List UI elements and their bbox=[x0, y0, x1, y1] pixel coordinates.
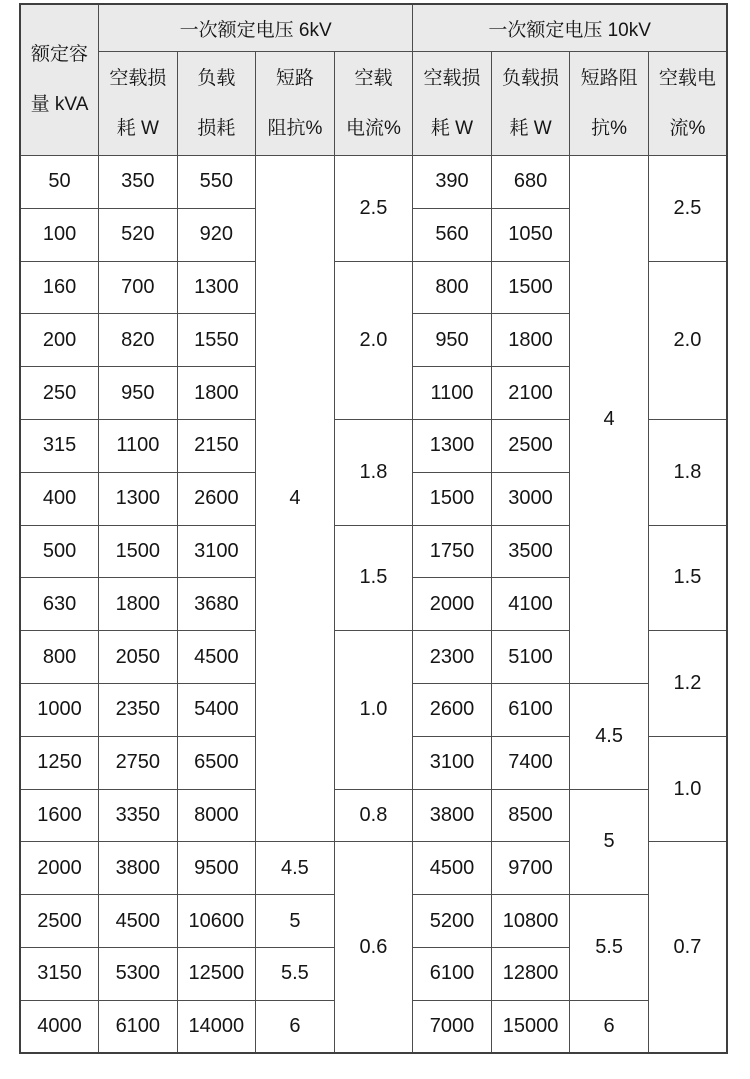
load-loss-6kv-cell: 14000 bbox=[177, 1000, 256, 1053]
current-10kv-cell: 0.7 bbox=[648, 842, 727, 1053]
load-loss-10kv-cell: 1800 bbox=[491, 314, 570, 367]
transformer-loss-table bbox=[19, 3, 728, 1054]
impedance-10kv-cell: 6 bbox=[570, 1000, 649, 1053]
noload-loss-6kv-cell: 520 bbox=[99, 208, 178, 261]
header-line: 流% bbox=[669, 117, 706, 139]
noload-loss-6kv-cell: 2050 bbox=[99, 631, 178, 684]
current-10kv-cell: 1.0 bbox=[648, 736, 727, 842]
noload-loss-10kv-cell: 1100 bbox=[413, 367, 492, 420]
transformer-loss-table-container bbox=[19, 3, 728, 1054]
noload-loss-10kv-cell: 1750 bbox=[413, 525, 492, 578]
noload-loss-10kv-cell: 3100 bbox=[413, 736, 492, 789]
noload-loss-6kv-cell: 950 bbox=[99, 367, 178, 420]
noload-loss-10kv-cell: 1500 bbox=[413, 472, 492, 525]
current-6kv-cell: 0.6 bbox=[334, 842, 413, 1053]
capacity-cell: 500 bbox=[20, 525, 99, 578]
header-line: 耗 W bbox=[430, 117, 474, 139]
header-line: 空载损 bbox=[423, 67, 481, 89]
capacity-header-line1: 额定容 bbox=[31, 44, 89, 65]
impedance-10kv-cell: 4 bbox=[570, 156, 649, 684]
capacity-cell: 630 bbox=[20, 578, 99, 631]
group-header-row bbox=[20, 4, 727, 52]
capacity-cell: 315 bbox=[20, 419, 99, 472]
load-loss-6kv-cell: 12500 bbox=[177, 947, 256, 1000]
impedance-10kv-cell: 4.5 bbox=[570, 683, 649, 789]
noload-loss-10kv-cell: 950 bbox=[413, 314, 492, 367]
noload-loss-6kv-cell: 1500 bbox=[99, 525, 178, 578]
load-loss-10kv-cell: 680 bbox=[491, 156, 570, 209]
noload-loss-10kv-cell: 7000 bbox=[413, 1000, 492, 1053]
impedance-10kv-cell: 5.5 bbox=[570, 895, 649, 1001]
load-loss-10kv-cell: 15000 bbox=[491, 1000, 570, 1053]
capacity-cell: 400 bbox=[20, 472, 99, 525]
load-loss-6kv-cell: 2600 bbox=[177, 472, 256, 525]
load-loss-6kv-cell: 550 bbox=[177, 156, 256, 209]
header-line: 耗 W bbox=[509, 117, 552, 139]
current-10kv-cell: 2.0 bbox=[648, 261, 727, 419]
capacity-cell: 100 bbox=[20, 208, 99, 261]
noload-loss-6kv-cell: 1300 bbox=[99, 472, 178, 525]
load-loss-6kv-cell: 920 bbox=[177, 208, 256, 261]
load-loss-6kv-cell: 1800 bbox=[177, 367, 256, 420]
load-loss-6kv-cell: 9500 bbox=[177, 842, 256, 895]
load-loss-6kv-cell: 6500 bbox=[177, 736, 256, 789]
load-loss-10kv-cell: 3500 bbox=[491, 525, 570, 578]
current-10kv-cell: 1.2 bbox=[648, 631, 727, 737]
noload-loss-10kv-cell: 2600 bbox=[413, 683, 492, 736]
load-loss-10kv-cell: 1050 bbox=[491, 208, 570, 261]
noload-loss-6kv-cell: 350 bbox=[99, 156, 178, 209]
load-loss-6kv-header bbox=[177, 52, 256, 156]
impedance-6kv-header bbox=[256, 52, 335, 156]
load-loss-10kv-cell: 4100 bbox=[491, 578, 570, 631]
impedance-6kv-cell: 6 bbox=[256, 1000, 335, 1053]
capacity-header-line2: 量 kVA bbox=[30, 94, 89, 115]
load-loss-10kv-cell: 6100 bbox=[491, 683, 570, 736]
header-line: 电流% bbox=[346, 117, 401, 139]
current-10kv-cell: 2.5 bbox=[648, 156, 727, 262]
capacity-cell: 1600 bbox=[20, 789, 99, 842]
load-loss-6kv-cell: 8000 bbox=[177, 789, 256, 842]
capacity-cell: 4000 bbox=[20, 1000, 99, 1053]
current-6kv-cell: 1.8 bbox=[334, 419, 413, 525]
load-loss-10kv-cell: 10800 bbox=[491, 895, 570, 948]
header-line: 负载损 bbox=[502, 67, 560, 89]
current-6kv-header bbox=[334, 52, 413, 156]
impedance-10kv-cell: 5 bbox=[570, 789, 649, 895]
current-6kv-cell: 2.0 bbox=[334, 261, 413, 419]
load-loss-10kv-cell: 9700 bbox=[491, 842, 570, 895]
header-line: 阻抗% bbox=[267, 117, 323, 139]
noload-loss-10kv-cell: 2300 bbox=[413, 631, 492, 684]
capacity-cell: 1250 bbox=[20, 736, 99, 789]
load-loss-6kv-cell: 4500 bbox=[177, 631, 256, 684]
noload-loss-10kv-cell: 2000 bbox=[413, 578, 492, 631]
header-line: 负载 bbox=[197, 67, 236, 89]
header-line: 空载 bbox=[354, 67, 393, 89]
load-loss-10kv-cell: 3000 bbox=[491, 472, 570, 525]
group-header-6kv: 一次额定电压 6kV bbox=[99, 4, 413, 52]
current-10kv-cell: 1.5 bbox=[648, 525, 727, 631]
header-line: 损耗 bbox=[197, 117, 236, 139]
load-loss-6kv-cell: 3680 bbox=[177, 578, 256, 631]
header-line: 短路 bbox=[275, 67, 314, 89]
noload-loss-6kv-cell: 2750 bbox=[99, 736, 178, 789]
load-loss-6kv-cell: 10600 bbox=[177, 895, 256, 948]
noload-loss-6kv-cell: 6100 bbox=[99, 1000, 178, 1053]
capacity-cell: 50 bbox=[20, 156, 99, 209]
sub-header-row bbox=[20, 52, 727, 156]
load-loss-6kv-cell: 5400 bbox=[177, 683, 256, 736]
load-loss-10kv-cell: 5100 bbox=[491, 631, 570, 684]
group-header-10kv: 一次额定电压 10kV bbox=[413, 4, 727, 52]
impedance-6kv-cell: 5 bbox=[256, 895, 335, 948]
current-6kv-cell: 0.8 bbox=[334, 789, 413, 842]
table-row bbox=[20, 789, 727, 842]
load-loss-10kv-cell: 12800 bbox=[491, 947, 570, 1000]
impedance-6kv-cell: 4.5 bbox=[256, 842, 335, 895]
current-10kv-cell: 1.8 bbox=[648, 419, 727, 525]
load-loss-6kv-cell: 1300 bbox=[177, 261, 256, 314]
noload-loss-10kv-cell: 4500 bbox=[413, 842, 492, 895]
load-loss-10kv-cell: 1500 bbox=[491, 261, 570, 314]
header-line: 耗 W bbox=[116, 117, 159, 139]
load-loss-6kv-cell: 1550 bbox=[177, 314, 256, 367]
noload-loss-10kv-cell: 390 bbox=[413, 156, 492, 209]
noload-loss-6kv-cell: 1800 bbox=[99, 578, 178, 631]
capacity-cell: 1000 bbox=[20, 683, 99, 736]
impedance-6kv-cell: 4 bbox=[256, 156, 335, 842]
capacity-cell: 2500 bbox=[20, 895, 99, 948]
capacity-header-cell bbox=[20, 4, 99, 156]
noload-loss-10kv-cell: 6100 bbox=[413, 947, 492, 1000]
load-loss-10kv-cell: 7400 bbox=[491, 736, 570, 789]
noload-loss-10kv-cell: 560 bbox=[413, 208, 492, 261]
load-loss-10kv-cell: 2100 bbox=[491, 367, 570, 420]
header-line: 短路阻 bbox=[580, 67, 638, 89]
noload-loss-10kv-cell: 5200 bbox=[413, 895, 492, 948]
noload-loss-10kv-cell: 1300 bbox=[413, 419, 492, 472]
capacity-cell: 3150 bbox=[20, 947, 99, 1000]
current-6kv-cell: 2.5 bbox=[334, 156, 413, 262]
table-body bbox=[20, 156, 727, 1054]
header-line: 空载损 bbox=[109, 67, 167, 89]
noload-loss-10kv-header bbox=[413, 52, 492, 156]
noload-loss-6kv-cell: 3350 bbox=[99, 789, 178, 842]
current-6kv-cell: 1.5 bbox=[334, 525, 413, 631]
noload-loss-6kv-cell: 820 bbox=[99, 314, 178, 367]
load-loss-10kv-cell: 8500 bbox=[491, 789, 570, 842]
current-6kv-cell: 1.0 bbox=[334, 631, 413, 789]
current-10kv-header bbox=[648, 52, 727, 156]
capacity-cell: 200 bbox=[20, 314, 99, 367]
noload-loss-6kv-cell: 5300 bbox=[99, 947, 178, 1000]
capacity-cell: 800 bbox=[20, 631, 99, 684]
noload-loss-6kv-cell: 1100 bbox=[99, 419, 178, 472]
noload-loss-6kv-header bbox=[99, 52, 178, 156]
table-header bbox=[20, 4, 727, 156]
table-row bbox=[20, 156, 727, 209]
header-line: 空载电 bbox=[658, 67, 716, 89]
load-loss-6kv-cell: 3100 bbox=[177, 525, 256, 578]
noload-loss-10kv-cell: 800 bbox=[413, 261, 492, 314]
noload-loss-6kv-cell: 3800 bbox=[99, 842, 178, 895]
load-loss-10kv-header bbox=[491, 52, 570, 156]
load-loss-10kv-cell: 2500 bbox=[491, 419, 570, 472]
noload-loss-6kv-cell: 700 bbox=[99, 261, 178, 314]
capacity-cell: 160 bbox=[20, 261, 99, 314]
capacity-cell: 250 bbox=[20, 367, 99, 420]
noload-loss-10kv-cell: 3800 bbox=[413, 789, 492, 842]
impedance-10kv-header bbox=[570, 52, 649, 156]
impedance-6kv-cell: 5.5 bbox=[256, 947, 335, 1000]
noload-loss-6kv-cell: 4500 bbox=[99, 895, 178, 948]
header-line: 抗% bbox=[591, 117, 628, 139]
capacity-cell: 2000 bbox=[20, 842, 99, 895]
load-loss-6kv-cell: 2150 bbox=[177, 419, 256, 472]
noload-loss-6kv-cell: 2350 bbox=[99, 683, 178, 736]
